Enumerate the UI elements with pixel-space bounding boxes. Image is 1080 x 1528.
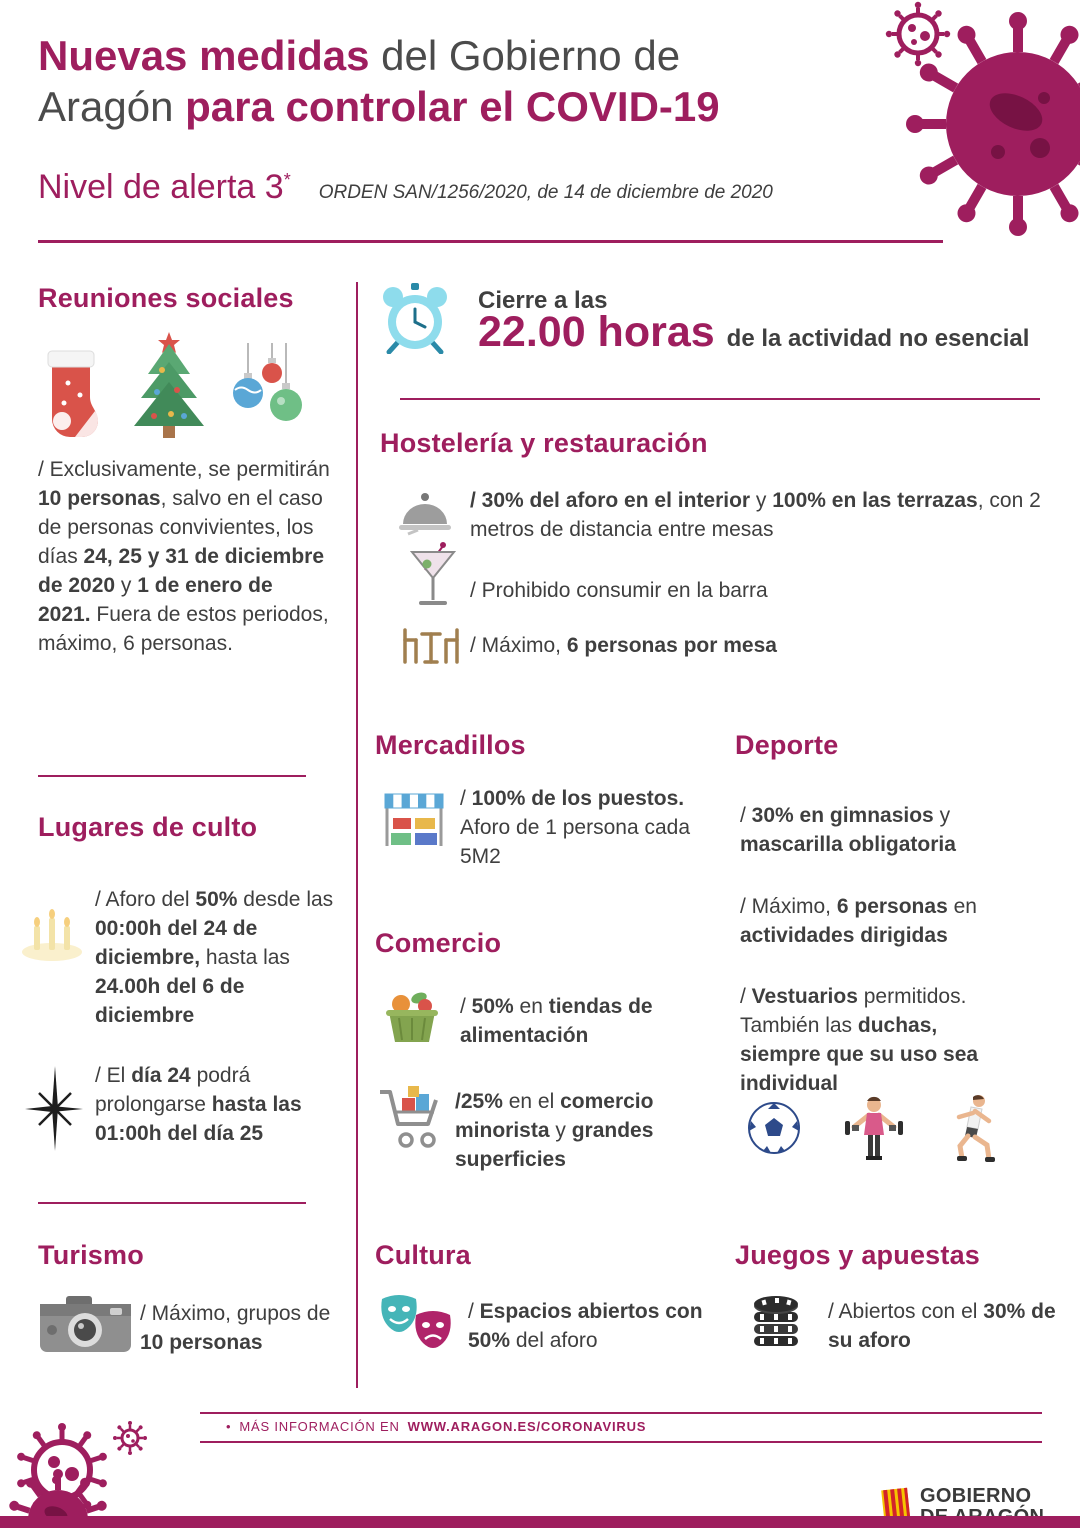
closure-rule xyxy=(400,398,1040,400)
order-reference: ORDEN SAN/1256/2020, de 14 de diciembre de 2020 xyxy=(318,182,773,203)
christmas-stocking-icon xyxy=(38,343,110,438)
section-heading-cultura: Cultura xyxy=(375,1240,471,1270)
star-sparkle-icon xyxy=(25,1066,85,1151)
cocktail-icon xyxy=(410,542,456,608)
runner-icon xyxy=(947,1093,999,1163)
section-heading-comercio: Comercio xyxy=(375,928,502,958)
footer-rule-top xyxy=(200,1412,1042,1414)
logo-line-1: GOBIERNO xyxy=(920,1485,1032,1507)
deporte-item-text: / 30% en gimnasios y mascarilla obligatoria xyxy=(740,804,956,856)
poker-chips-icon xyxy=(748,1292,804,1350)
cloche-icon xyxy=(398,488,453,536)
weightlifter-icon xyxy=(843,1095,905,1161)
hosteleria-item-text: / 30% del aforo en el interior y 100% en las terrazas, con 2 metros de distancia entre mesas xyxy=(470,489,1041,541)
grocery-basket-icon xyxy=(383,988,441,1046)
alert-level: Nivel de alerta 3 xyxy=(38,168,284,206)
section-heading-culto: Lugares de culto xyxy=(38,812,258,842)
alarm-clock-icon xyxy=(380,282,450,354)
market-stall-icon xyxy=(383,788,445,850)
closure-suffix: de la actividad no esencial xyxy=(726,325,1030,352)
mercadillos-item-text: / 100% de los puestos. Aforo de 1 persona cada 5M2 xyxy=(460,787,690,868)
culto-item-text: / El día 24 podrá prolongarse hasta las 01:00h del día 25 xyxy=(95,1064,302,1145)
section-heading-reuniones: Reuniones sociales xyxy=(38,283,294,313)
turismo-item-text: / Máximo, grupos de 10 personas xyxy=(140,1302,331,1354)
section-heading-mercadillos: Mercadillos xyxy=(375,730,526,760)
page-title xyxy=(38,30,868,132)
section-heading-hosteleria: Hostelería y restauración xyxy=(380,428,708,458)
comercio-item-text: /25% en el comercio minorista y grandes superficies xyxy=(455,1090,654,1171)
culto-item-text: / Aforo del 50% desde las 00:00h del 24 de diciembre, hasta las 24.00h del 6 de diciembre xyxy=(95,888,334,1027)
virus-decoration-top-right xyxy=(870,0,1080,275)
virus-decoration-bottom-left xyxy=(0,1416,210,1528)
christmas-tree-icon xyxy=(124,330,214,438)
section-heading-deporte: Deporte xyxy=(735,730,839,760)
reuniones-body-text: / Exclusivamente, se permitirán 10 personas, salvo en el caso de personas convivientes, los días 24, 25 y 31 de diciembre de 2020 y 1 de enero de 2021. Fuera de estos periodos, máximo, 6 personas. xyxy=(38,458,330,655)
camera-icon xyxy=(38,1294,133,1356)
comercio-item-text: / 50% en tiendas de alimentación xyxy=(460,995,653,1047)
header-rule xyxy=(38,240,943,243)
hosteleria-item-text: / Máximo, 6 personas por mesa xyxy=(470,634,777,657)
vertical-divider xyxy=(356,282,358,1388)
shopping-cart-icon xyxy=(378,1082,442,1152)
soccer-ball-icon xyxy=(747,1101,801,1155)
deporte-item-text: / Máximo, 6 personas en actividades dirigidas xyxy=(740,895,977,947)
alert-level-row xyxy=(38,168,773,207)
table-chairs-icon xyxy=(400,618,462,664)
section-heading-juegos: Juegos y apuestas xyxy=(735,1240,981,1270)
hosteleria-item-text: / Prohibido consumir en la barra xyxy=(470,579,768,602)
closure-time: 22.00 horas xyxy=(478,308,715,356)
footer-info xyxy=(226,1419,646,1434)
bullet-icon: • xyxy=(226,1419,232,1434)
closure-time-row xyxy=(478,308,1029,357)
cultura-item-text: / Espacios abiertos con 50% del aforo xyxy=(468,1300,703,1352)
sport-icons-row xyxy=(747,1093,999,1163)
footer-rule-bottom xyxy=(200,1441,1042,1443)
theater-masks-icon xyxy=(378,1293,456,1355)
footer-info-label: MÁS INFORMACIÓN EN xyxy=(239,1419,400,1434)
alert-asterisk: * xyxy=(283,170,291,190)
closure-prefix: Cierre a las xyxy=(478,287,608,314)
coronavirus-url-link[interactable]: WWW.ARAGON.ES/CORONAVIRUS xyxy=(407,1419,647,1434)
divider xyxy=(38,1202,306,1204)
bottom-accent-bar xyxy=(0,1516,1080,1528)
baubles-icon xyxy=(228,343,303,438)
deporte-item-text: / Vestuarios permitidos. También las duchas, siempre que su uso sea individual xyxy=(740,985,979,1095)
section-heading-turismo: Turismo xyxy=(38,1240,144,1270)
title-line-1: Nuevas medidas del Gobierno de xyxy=(38,32,681,79)
christmas-icons-row xyxy=(38,326,328,438)
candles-icon xyxy=(20,908,85,963)
juegos-item-text: / Abiertos con el 30% de su aforo xyxy=(828,1300,1056,1352)
title-line-2: Aragón para controlar el COVID-19 xyxy=(38,83,720,131)
divider xyxy=(38,775,306,777)
